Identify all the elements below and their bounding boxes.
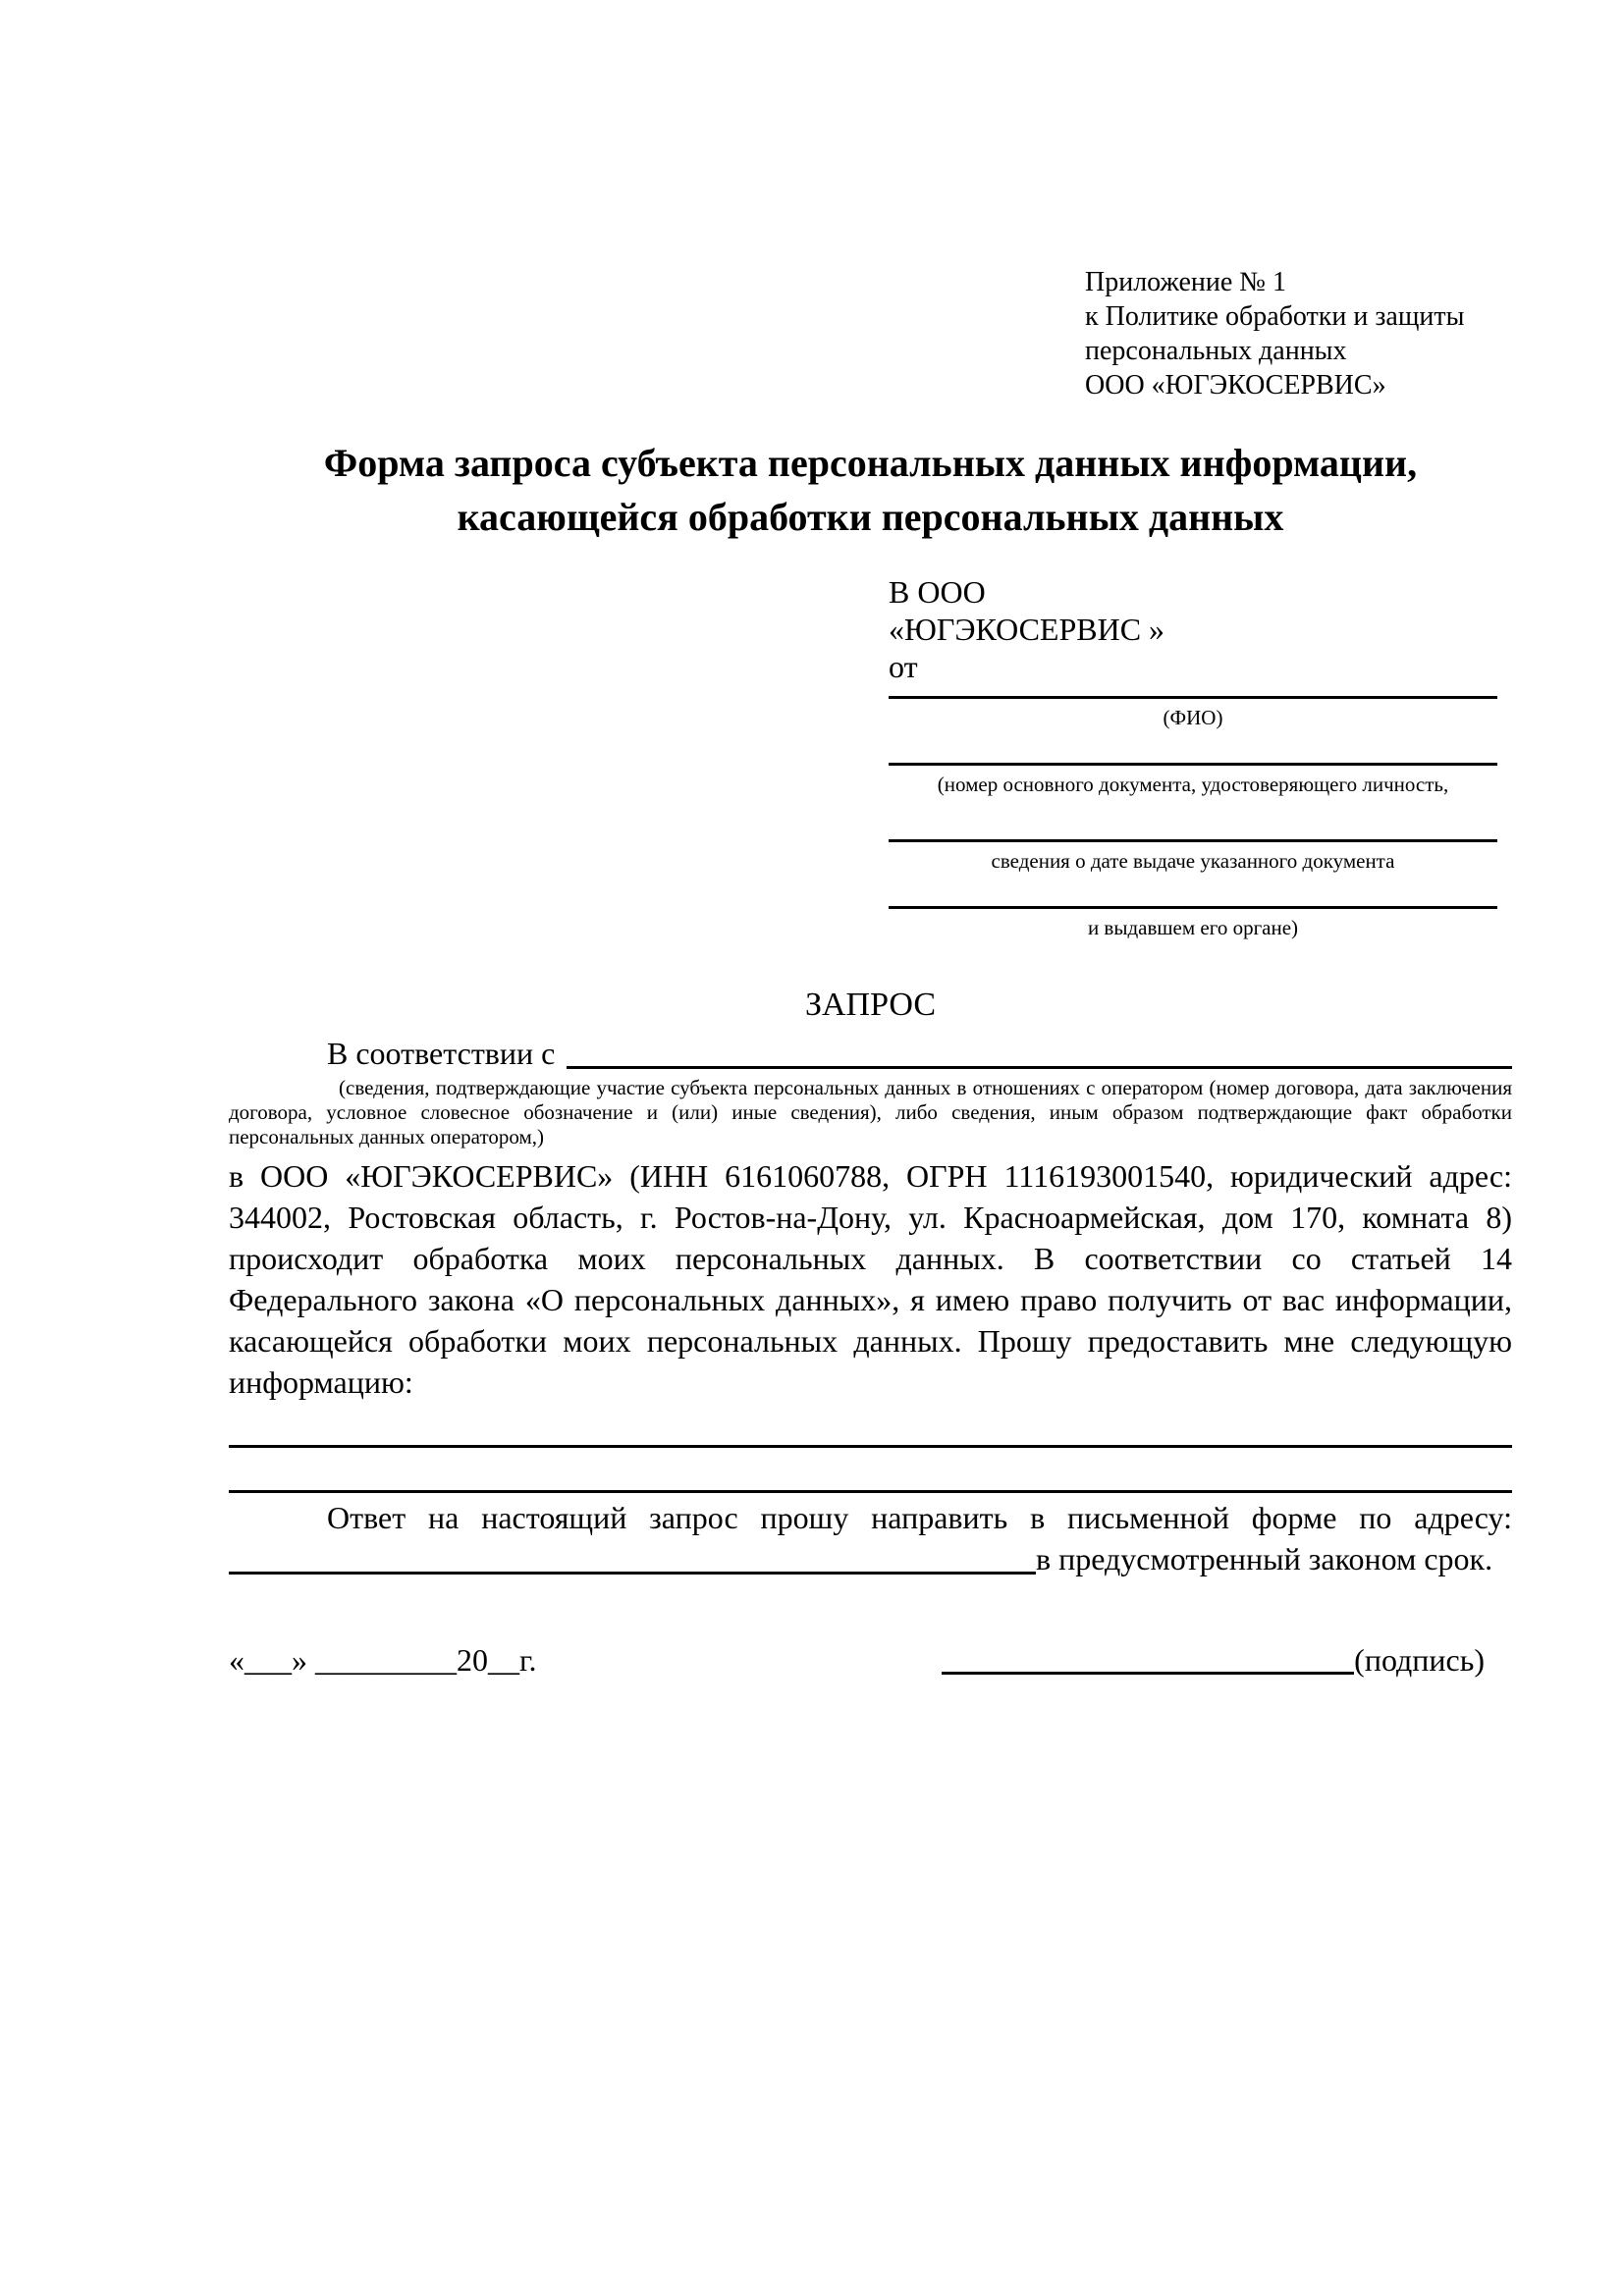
info-field-line-2[interactable]: [229, 1487, 1512, 1493]
addressee-line-2: «ЮГЭКОСЕРВИС »: [889, 612, 1165, 647]
date-signature-row: [229, 1640, 1512, 1680]
issue-date-field-line[interactable]: [889, 836, 1497, 842]
answer-suffix: в предусмотренный законом срок.: [1036, 1541, 1493, 1576]
issue-date-field-caption: сведения о дате выдаче указанного документа: [991, 849, 1395, 873]
document-number-field-line[interactable]: [889, 760, 1497, 766]
fio-field: [889, 693, 1497, 730]
issue-date-field: [889, 836, 1497, 874]
document-number-field: [889, 760, 1497, 797]
appendix-block: [1085, 265, 1512, 402]
signature-field-line[interactable]: [942, 1672, 1354, 1675]
fio-field-line[interactable]: [889, 693, 1497, 699]
issuing-authority-field-caption: и выдавшем его органе): [1087, 916, 1299, 939]
addressee-block: [889, 573, 1497, 940]
signature-caption: (подпись): [1354, 1642, 1485, 1678]
document-number-field-caption: (номер основного документа, удостоверяющего личность,: [937, 773, 1449, 796]
addressee-line-3: от: [889, 649, 918, 684]
document-title-line-1: Форма запроса субъекта персональных данных информации,: [323, 441, 1418, 485]
document-title-line-2: касающейся обработки персональных данных: [457, 495, 1284, 539]
appendix-line-2: к Политике обработки и защиты: [1085, 301, 1465, 332]
according-row: [229, 1033, 1512, 1074]
appendix-line-3: персональных данных: [1085, 336, 1347, 366]
body-paragraph: в ООО «ЮГЭКОСЕРВИС» (ИНН 6161060788, ОГРН 1116193001540, юридический адрес: 344002, Ростовская область, г. Ростов-на-Дону, ул. Красноармейская, дом 170, комната 8) происходит обработка моих персональных данных. В соответствии со статьей 14 Федерального закона «О персональных данных», я имею право получить от вас информации, касающейся обработки моих персональных данных. Прошу предоставить мне следующую информацию:: [229, 1158, 1512, 1400]
basis-field-line[interactable]: [567, 1066, 1512, 1069]
appendix-line-4: ООО «ЮГЭКОСЕРВИС»: [1085, 370, 1386, 400]
according-lead: В соответствии с: [327, 1036, 556, 1071]
request-heading: ЗАПРОС: [804, 987, 937, 1023]
appendix-line-1: Приложение № 1: [1085, 267, 1286, 297]
address-field-line[interactable]: [229, 1572, 1036, 1575]
signature-group: [942, 1640, 1485, 1680]
fio-field-caption: (ФИО): [1163, 706, 1223, 729]
answer-text: Ответ на настоящий запрос прошу направить в письменной форме по адресу:: [327, 1500, 1512, 1535]
smallprint-note: (сведения, подтверждающие участие субъекта персональных данных в отношениях с оператором (номер договора, дата заключения договора, условное словесное обозначение и (или) иные сведения), либо сведения, иным образом подтверждающие факт обработки персональных данных оператором,): [229, 1076, 1512, 1148]
document-title: [229, 436, 1512, 544]
answer-address-row: [229, 1538, 1512, 1579]
issuing-authority-field-line[interactable]: [889, 903, 1497, 909]
issuing-authority-field: [889, 903, 1497, 940]
info-field-line-1[interactable]: [229, 1442, 1512, 1448]
date-field[interactable]: «___» _________20__г.: [229, 1642, 537, 1678]
addressee-line-1: В ООО: [889, 574, 986, 610]
